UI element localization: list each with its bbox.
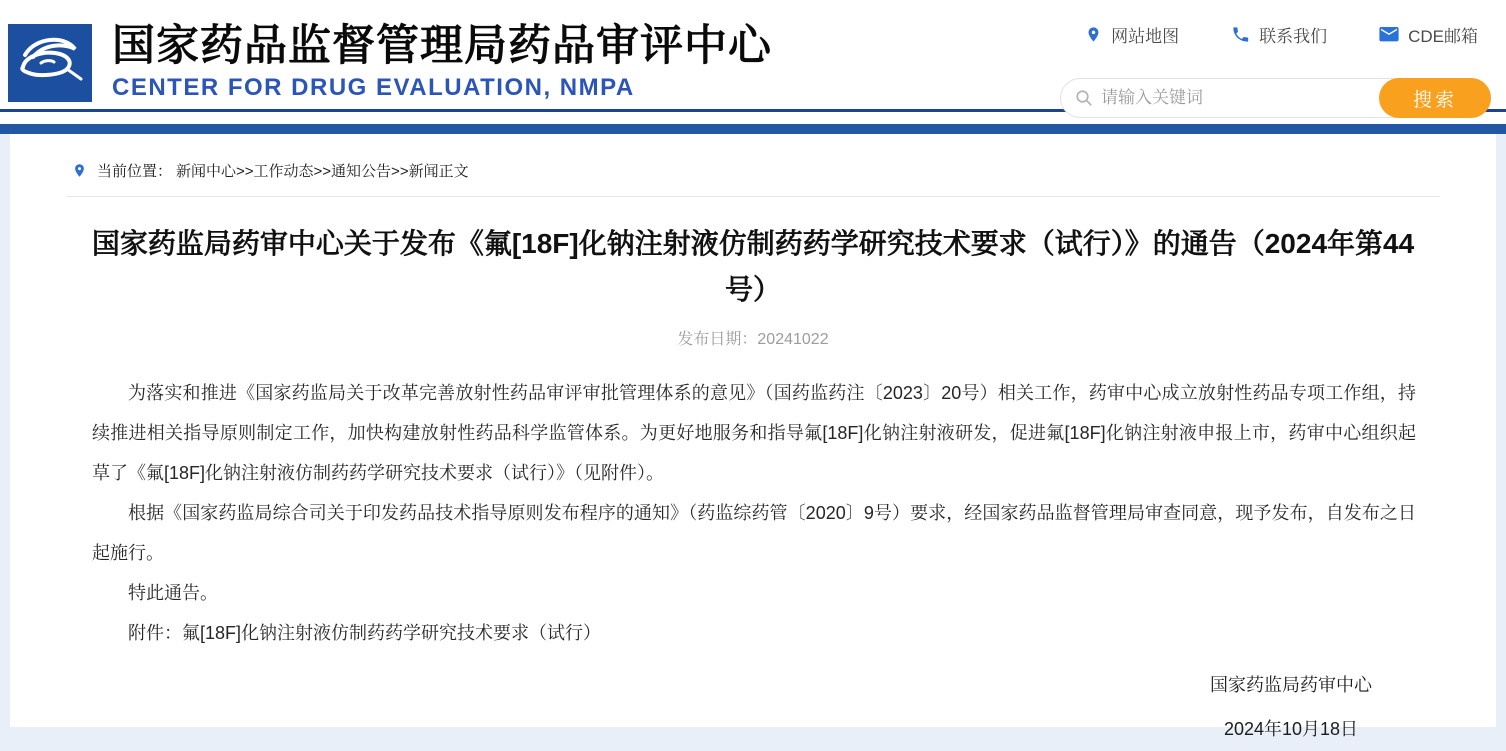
cde-mail-link[interactable] (1379, 22, 1478, 47)
phone-icon (1231, 25, 1250, 44)
article-paragraph: 为落实和推进《国家药监局关于改革完善放射性药品审评审批管理体系的意见》（国药监药注〔2023〕20号）相关工作，药审中心成立放射性药品专项工作组，持续推进相关指导原则制定工作，加快构建放射性药品科学监管体系。为更好地服务和指导氟[18F]化钠注射液研发，促进氟[18F]化钠注射液申报上市，药审中心组织起草了《氟[18F]化钠注射液仿制药药学研究技术要求（试行）》（见附件）。 (92, 383, 1416, 483)
article-paragraph: 根据《国家药监局综合司关于印发药品技术指导原则发布程序的通知》（药监综药管〔2020〕9号）要求，经国家药品监督管理局审查同意，现予发布，自发布之日起施行。 (92, 503, 1416, 563)
search-button[interactable]: 搜索 (1379, 78, 1491, 118)
article-body (92, 373, 1416, 653)
site-header (0, 0, 1506, 112)
breadcrumb-divider (66, 196, 1440, 197)
search-icon (1075, 89, 1093, 107)
article-paragraph: 特此通告。 (128, 583, 218, 603)
search-bar (1060, 78, 1491, 118)
location-pin-icon (1085, 24, 1102, 45)
publish-date-value: 20241022 (757, 331, 829, 348)
article-title: 国家药监局药审中心关于发布《氟[18F]化钠注射液仿制药药学研究技术要求（试行）》的通告（2024年第44号） (91, 228, 1415, 305)
signature-org: 国家药监局药审中心 (1210, 675, 1372, 695)
contact-us-link[interactable] (1231, 22, 1327, 47)
cde-mail-link-label: CDE邮箱 (1408, 27, 1478, 46)
publish-date (10, 326, 1496, 349)
signature-date: 2024年10月18日 (1223, 719, 1359, 739)
sitemap-link-label: 网站地图 (1111, 27, 1180, 46)
breadcrumb-label: 当前位置： (97, 163, 173, 180)
cde-logo (8, 24, 92, 102)
signature-block (10, 663, 1420, 751)
content-card (10, 134, 1496, 739)
article-paragraph-attachment: 附件：氟[18F]化钠注射液仿制药药学研究技术要求（试行） (128, 623, 602, 643)
blue-divider-bar (0, 124, 1506, 134)
sitemap-link[interactable] (1085, 22, 1179, 47)
breadcrumb (10, 134, 1496, 181)
site-title-english: CENTER FOR DRUG EVALUATION, NMPA (112, 74, 635, 101)
swan-logo-icon (17, 35, 83, 91)
contact-us-link-label: 联系我们 (1259, 27, 1328, 46)
location-pin-icon (72, 161, 87, 180)
breadcrumb-path[interactable]: 新闻中心>>工作动态>>通知公告>>新闻正文 (176, 163, 469, 180)
envelope-icon (1379, 27, 1399, 43)
site-title-chinese: 国家药品监督管理局药品审评中心 (112, 22, 772, 70)
header-quick-links (1085, 22, 1478, 47)
publish-date-label: 发布日期： (677, 331, 758, 348)
